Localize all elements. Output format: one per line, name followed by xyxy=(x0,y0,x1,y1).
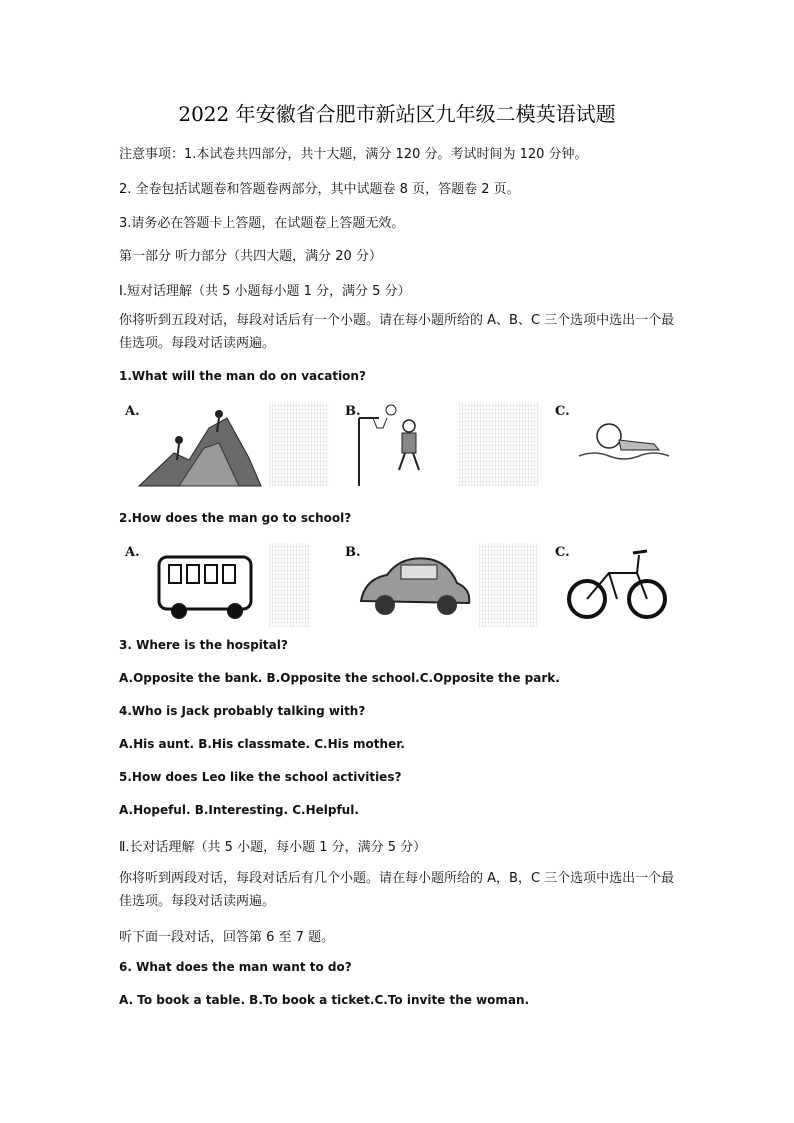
option-label: A. xyxy=(125,545,140,560)
q2-options xyxy=(119,539,679,631)
notes-line-2: 2. 全卷包括试题卷和答题卷两部分，其中试题卷 8 页，答题卷 2 页。 xyxy=(119,182,520,197)
scan-noise xyxy=(479,543,539,627)
swimmer-icon xyxy=(549,398,679,490)
section2-heading: Ⅱ.长对话理解（共 5 小题，每小题 1 分，满分 5 分） xyxy=(119,840,427,855)
option-label: B. xyxy=(345,545,361,560)
section1-instruction: 你将听到五段对话，每段对话后有一个小题。请在每小题所给的 A、B、C 三个选项中选出一个最佳选项。每段对话读两遍。 xyxy=(119,313,675,351)
option-label: C. xyxy=(555,545,570,560)
question-3: 3. Where is the hospital? xyxy=(119,638,288,652)
question-2: 2.How does the man go to school? xyxy=(119,511,352,525)
option-label: B. xyxy=(345,404,361,419)
question-4-options: A.His aunt. B.His classmate. C.His mother. xyxy=(119,737,405,751)
question-3-options: A.Opposite the bank. B.Opposite the school.C.Opposite the park. xyxy=(119,671,560,685)
question-1: 1.What will the man do on vacation? xyxy=(119,369,366,383)
scan-noise xyxy=(269,543,309,627)
option-label: A. xyxy=(125,404,140,419)
option-label: C. xyxy=(555,404,570,419)
q2-option-c[interactable] xyxy=(549,539,679,631)
q1-option-c[interactable] xyxy=(549,398,679,490)
scan-noise xyxy=(269,402,329,486)
q1-option-a[interactable] xyxy=(119,398,269,490)
bus-icon xyxy=(119,539,269,631)
question-4: 4.Who is Jack probably talking with? xyxy=(119,704,366,718)
question-6: 6. What does the man want to do? xyxy=(119,960,352,974)
bicycle-icon xyxy=(549,539,679,631)
q1-option-b[interactable] xyxy=(339,398,459,490)
question-5-options: A.Hopeful. B.Interesting. C.Helpful. xyxy=(119,803,359,817)
section2-instruction: 你将听到两段对话，每段对话后有几个小题。请在每小题所给的 A，B，C 三个选项中选出一个最佳选项。每段对话读两遍。 xyxy=(119,871,675,909)
q1-options xyxy=(119,398,679,490)
car-icon xyxy=(339,539,479,631)
question-6-options: A. To book a table. B.To book a ticket.C.To invite the woman. xyxy=(119,993,530,1007)
q2-option-b[interactable] xyxy=(339,539,479,631)
q2-option-a[interactable] xyxy=(119,539,269,631)
page-title: 2022 年安徽省合肥市新站区九年级二模英语试题 xyxy=(178,102,616,126)
section1-heading: Ⅰ.短对话理解（共 5 小题每小题 1 分，满分 5 分） xyxy=(119,284,411,299)
section2-lead: 听下面一段对话，回答第 6 至 7 题。 xyxy=(119,930,335,945)
basketball-player-icon xyxy=(339,398,459,490)
question-5: 5.How does Leo like the school activities? xyxy=(119,770,402,784)
notes-line-1: 注意事项：1.本试卷共四部分，共十大题，满分 120 分。考试时间为 120 分钟。 xyxy=(119,147,588,162)
mountain-climbing-icon xyxy=(119,398,269,490)
scan-noise xyxy=(459,402,539,486)
part1-heading: 第一部分 听力部分（共四大题，满分 20 分） xyxy=(119,249,382,264)
notes-line-3: 3.请务必在答题卡上答题，在试题卷上答题无效。 xyxy=(119,216,405,231)
